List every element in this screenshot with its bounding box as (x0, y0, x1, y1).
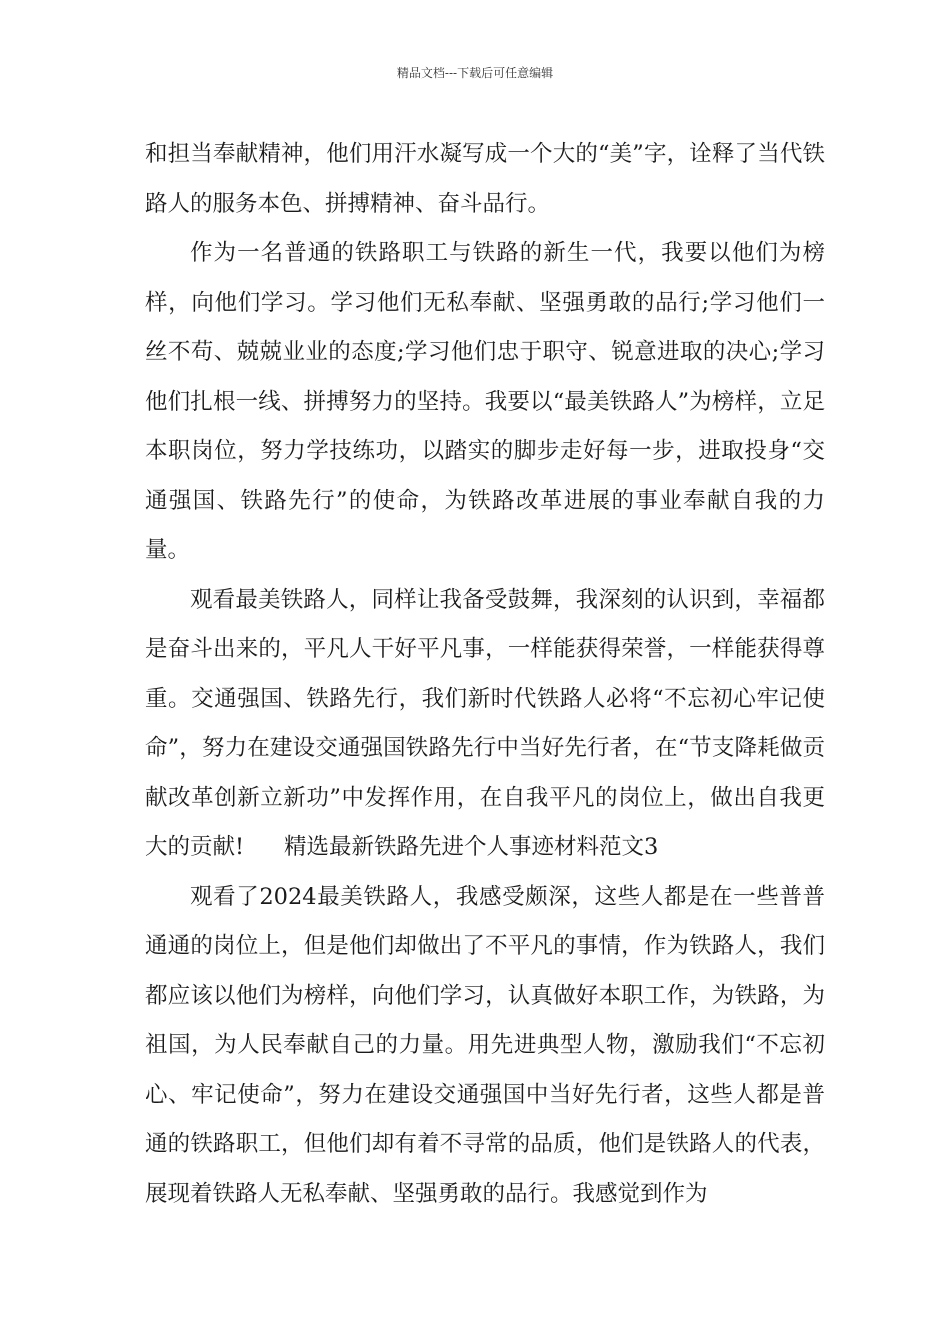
paragraph-2: 作为一名普通的铁路职工与铁路的新生一代，我要以他们为榜样，向他们学习。学习他们无私奉献、坚强勇敢的品行;学习他们一丝不苟、兢兢业业的态度;学习他们忠于职守、锐意进取的决心;学习他们扎根一线、拼搏努力的坚持。我要以“最美铁路人”为榜样，立足本职岗位，努力学技练功，以踏实的脚步走好每一步，进取投身“交通强国、铁路先行”的使命，为铁路改革进展的事业奉献自我的力量。 (145, 240, 825, 563)
paragraph-3 (145, 576, 825, 873)
paragraph-4: 观看了2024最美铁路人，我感受颇深，这些人都是在一些普普通通的岗位上，但是他们却做出了不平凡的事情，作为铁路人，我们都应该以他们为榜样，向他们学习，认真做好本职工作，为铁路，为祖国，为人民奉献自己的力量。用先进典型人物，激励我们“不忘初心、牢记使命”，努力在建设交通强国中当好先行者，这些人都是普通的铁路职工，但他们却有着不寻常的品质，他们是铁路人的代表，展现着铁路人无私奉献、坚强勇敢的品行。我感觉到作为 (145, 883, 825, 1207)
paragraph-3-text: 观看最美铁路人，同样让我备受鼓舞，我深刻的认识到，幸福都是奋斗出来的，平凡人干好平凡事，一样能获得荣誉，一样能获得尊重。交通强国、铁路先行，我们新时代铁路人必将“不忘初心牢记使命”，努力在建设交通强国铁路先行中当好先行者，在“节支降耗做贡献改革创新立新功”中发挥作用，在自我平凡的岗位上，做出自我更大的贡献! (145, 586, 825, 860)
paragraph-1: 和担当奉献精神，他们用汗水凝写成一个大的“美”字，诠释了当代铁路人的服务本色、拼搏精神、奋斗品行。 (145, 141, 825, 217)
section-heading: 精选最新铁路先进个人事迹材料范文3 (284, 834, 659, 860)
page-header: 精品文档---下载后可任意编辑 (396, 66, 554, 80)
document-body (145, 130, 825, 1219)
